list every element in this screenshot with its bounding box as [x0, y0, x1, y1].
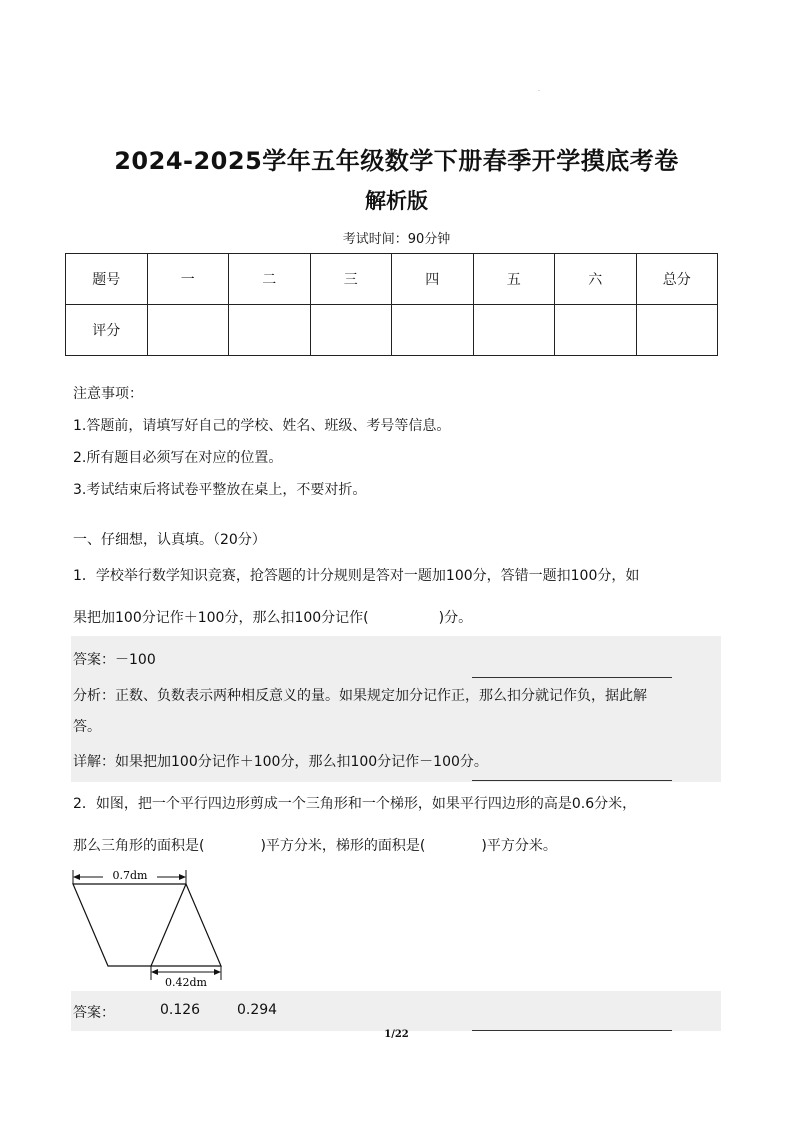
- score-table-cell: 总分: [636, 254, 718, 305]
- score-table-cell: 评分: [66, 305, 148, 356]
- arrow-head: [179, 874, 186, 880]
- score-table-cell: 题号: [66, 254, 148, 305]
- question-1-analysis: 分析：正数、负数表示两种相反意义的量。如果规定加分记作正，那么扣分就记作负，据此解: [73, 688, 647, 704]
- score-table-cell: 一: [147, 254, 229, 305]
- score-entry-cell[interactable]: [229, 305, 311, 356]
- question-1-text: 果把加100分记作＋100分，那么扣100分记作( )分。: [73, 610, 473, 626]
- page-subtitle: 解析版: [365, 189, 428, 213]
- question-2-text: 2．如图，把一个平行四边形剪成一个三角形和一个梯形，如果平行四边形的高是0.6分米，: [73, 796, 637, 812]
- arrow-head: [151, 969, 158, 975]
- question-1-answer: 答案：－100: [73, 652, 156, 668]
- question-2-answer-2: 0.294: [237, 1002, 278, 1018]
- page-number: 1/22: [384, 1029, 409, 1040]
- score-table-cell: 四: [392, 254, 474, 305]
- question-1-detail: 详解：如果把加100分记作＋100分，那么扣100分记作－100分。: [73, 754, 488, 770]
- parallelogram-figure: [65, 862, 235, 990]
- question-1-text: 1．学校举行数学知识竞赛，抢答题的计分规则是答对一题加100分，答错一题扣100分，如: [73, 568, 640, 584]
- stray-mark: .: [538, 86, 540, 93]
- score-table-cell: 二: [229, 254, 311, 305]
- section-title: 一、仔细想，认真填。（20分）: [73, 532, 266, 548]
- cut-line: [151, 884, 186, 966]
- score-entry-cell[interactable]: [555, 305, 637, 356]
- page-title: 2024-2025学年五年级数学下册春季开学摸底考卷: [114, 147, 679, 175]
- question-2-answer-1: 0.126: [160, 1002, 201, 1018]
- notes-title: 注意事项：: [73, 386, 143, 402]
- dimension-label-bottom: 0.42dm: [165, 976, 207, 989]
- score-table-header-row: [66, 254, 718, 305]
- score-entry-cell[interactable]: [147, 305, 229, 356]
- arrow-head: [214, 969, 221, 975]
- note-item: 2.所有题目必须写在对应的位置。: [73, 450, 283, 466]
- divider-line: [472, 677, 672, 678]
- question-2-answer-label: 答案：: [73, 1005, 115, 1021]
- note-item: 3.考试结束后将试卷平整放在桌上，不要对折。: [73, 482, 367, 498]
- score-entry-cell[interactable]: [310, 305, 392, 356]
- score-table: [65, 253, 718, 356]
- score-entry-cell[interactable]: [392, 305, 474, 356]
- score-table-score-row: [66, 305, 718, 356]
- question-1-analysis: 答。: [73, 719, 101, 735]
- note-item: 1.答题前，请填写好自己的学校、姓名、班级、考号等信息。: [73, 418, 451, 434]
- score-table-cell: 三: [310, 254, 392, 305]
- divider-line: [472, 780, 672, 781]
- score-entry-cell[interactable]: [636, 305, 718, 356]
- question-2-text: 那么三角形的面积是( )平方分米，梯形的面积是( )平方分米。: [73, 838, 557, 854]
- score-table-cell: 六: [555, 254, 637, 305]
- parallelogram-shape: [73, 884, 221, 966]
- exam-time: 考试时间：90分钟: [342, 232, 451, 247]
- score-entry-cell[interactable]: [473, 305, 555, 356]
- dimension-label-top: 0.7dm: [112, 869, 148, 882]
- score-table-cell: 五: [473, 254, 555, 305]
- arrow-head: [73, 874, 80, 880]
